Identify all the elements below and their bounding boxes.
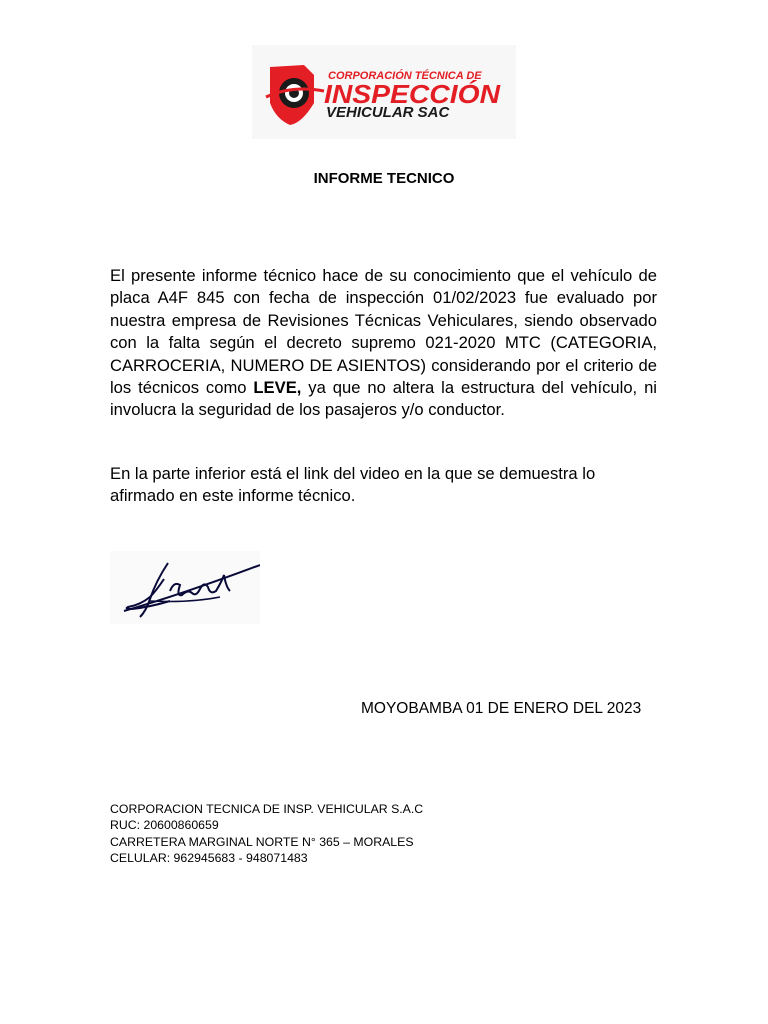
logo-line2: INSPECCIÓN xyxy=(324,79,502,109)
logo-line1: CORPORACIÓN TÉCNICA DE xyxy=(328,70,482,82)
logo-graphic xyxy=(252,45,516,139)
body-paragraph-1 xyxy=(110,265,657,422)
footer-address: CARRETERA MARGINAL NORTE N° 365 – MORALES xyxy=(110,834,414,849)
footer-ruc: RUC: 20600860659 xyxy=(110,818,219,833)
paragraph-1-text-end: ya que no altera la estructura del vehículo, ni involucra la seguridad de los pasajeros y/o conductor. xyxy=(110,378,657,420)
logo-line3: VEHICULAR SAC xyxy=(326,104,450,121)
company-footer xyxy=(110,801,423,867)
severity-label: LEVE, xyxy=(253,378,302,398)
date-line: MOYOBAMBA 01 DE ENERO DEL 2023 xyxy=(361,700,642,717)
footer-company: CORPORACION TECNICA DE INSP. VEHICULAR S.A.C xyxy=(110,802,424,816)
footer-phone: CELULAR: 962945683 - 948071483 xyxy=(110,851,308,866)
body-paragraph-2: En la parte inferior está el link del video en la que se demuestra lo afirmado en este informe técnico. xyxy=(110,464,596,506)
document-title: INFORME TECNICO xyxy=(313,170,455,187)
signature-drawing xyxy=(110,551,260,624)
company-logo xyxy=(252,45,516,139)
signature xyxy=(110,551,260,624)
paragraph-1-text: El presente informe técnico hace de su conocimiento que el vehículo de placa A4F 845 con fecha de inspección 01/02/2023 fue evaluado por nuestra empresa de Revisiones Técnicas Vehiculares, siendo observado con la falta según el decreto supremo 021-2020 MTC (CATEGORIA, CARROCERIA, NUMERO DE ASIENTOS) considerando por el criterio de los técnicos como xyxy=(110,266,657,398)
